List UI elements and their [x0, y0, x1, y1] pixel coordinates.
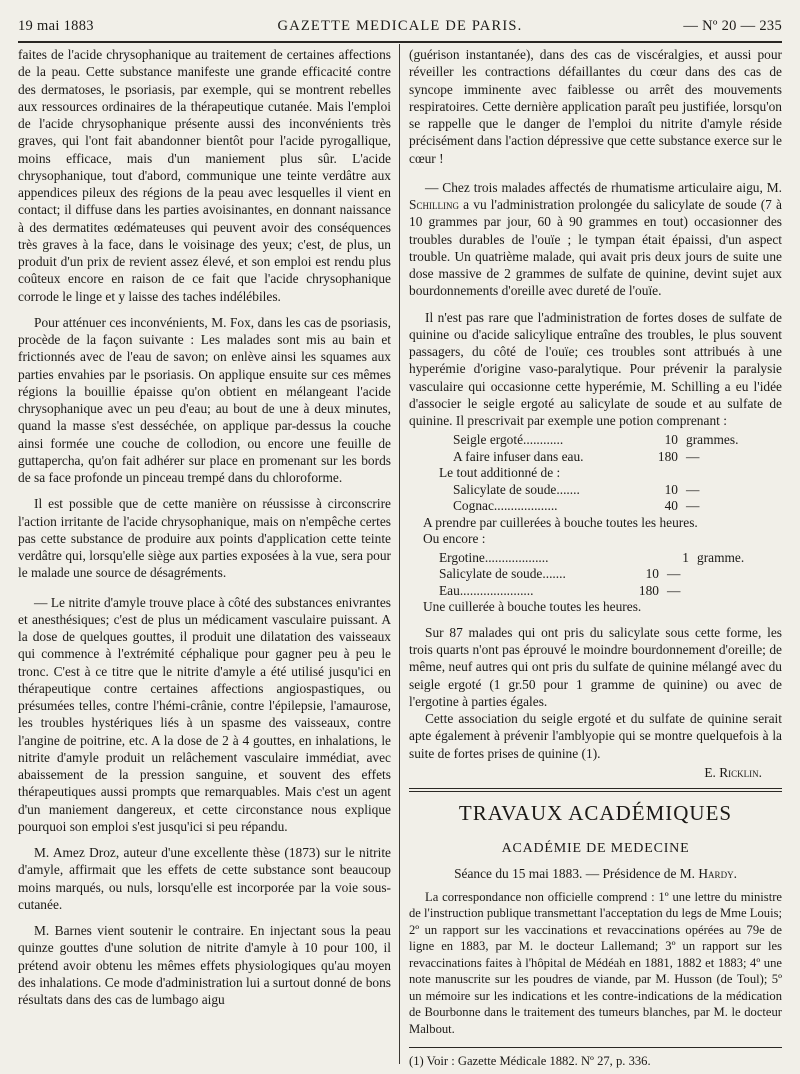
paragraph: M. Amez Droz, auteur d'une excellente thèse (1873) sur le nitrite d'amyle, affirmait que les effets de cette substance sont beaucoup moins marqués, ou nuls, lorsqu'elle est incorporée par la voie sous-cutanée. — [18, 845, 391, 912]
recipe-row: A faire infuser dans eau. 180 — — [453, 448, 700, 464]
paragraph: Il n'est pas rare que l'administration de fortes doses de sulfate de quinine ou d'acide salicylique entraîne des troubles, le plus souvent passagers, du côté de l'ouïe; ces troubles sont attribués à une hyperémie d'origine vaso-paralytique. Pour prévenir la paralysie vasculaire qui occasionne cette hyperémie, M. Schilling a eu l'idée d'associer le seigle ergoté au salicylate de soude et au sulfate de quinine. Il prescrivait par exemple une potion comprenant : — [409, 309, 782, 428]
section-rule — [409, 788, 782, 789]
paragraph: faites de l'acide chrysophanique au traitement de certaines affections de la peau. Cette substance manifeste une grande efficacité contre des dermatoses, le psoriasis, par exemple, qui se montrent rebelles aux ressources ordinaires de la thérapeutique cutanée. Mais l'emploi de l'acide chrysophanique présente aussi des inconvénients très graves, qui l'ont fait abandonner bientôt pour l'acide pyrogallique, moins efficace, mais d'un maniement plus sûr. L'acide chrysophanique, tout d'abord, communique une teinte verdâtre aux appendices pileux des régions de la peau avec lesquelles il vient en contact; il diffuse dans les parties avoisinantes, en donnant naissance à des dermatites œdémateuses qui peuvent avoir des conséquences très graves à la face, dans le voisinage des yeux; c'est, de plus, un produit d'un prix de revient assez élevé, et son emploi est rendu plus coûteux encore en raison de ce fait que l'acide chrysophanique corrode le linge et y laisse des taches indélébiles. — [18, 47, 391, 304]
author-name: Schilling — [409, 197, 459, 212]
recipe-row: Salicylate de soude....... 10 — — [439, 566, 681, 582]
paragraph: (guérison instantanée), dans des cas de viscéralgies, et aussi pour réveiller les contractions défaillantes du cœur dans des cas de syncope imminente avec faiblesse ou arrêt des mouvements respiratoires. Cette dernière application paraît peu justifiée, lorsqu'on se rappelle que le danger de l'emploi du nitrite d'amyle réside précisément dans l'action dépressive que cette substance exerce sur le cœur ! — [409, 47, 782, 166]
left-column — [18, 46, 391, 1008]
journal-title: GAZETTE MEDICALE DE PARIS. — [277, 17, 523, 34]
recipe-row: Cognac................... 40 — — [453, 498, 700, 514]
prescription-2 — [409, 549, 782, 615]
column-divider — [399, 44, 400, 1064]
session-line: Séance du 15 mai 1883. — Présidence de M. Hardy. — [454, 866, 737, 882]
page-number: — Nº 20 — 235 — [683, 17, 782, 34]
issue-date: 19 mai 1883 — [18, 17, 94, 34]
recipe-row: Eau...................... 180 — — [439, 582, 681, 598]
president-name: Hardy — [698, 866, 734, 882]
author-signature: E. Ricklin. — [704, 764, 762, 780]
paragraph: M. Barnes vient soutenir le contraire. En injectant sous la peau quinze gouttes d'une solution de nitrite d'amyle à 10 pour 100, il prétend avoir obtenu les mêmes effets physiologiques qu'au moyen des inhalations. Ce mode d'administration lui a surtout donné de bons résultats dans des cas de lumbago aigu — [18, 923, 391, 1007]
recipe-instruction: A prendre par cuillerées à bouche toutes les heures. — [423, 514, 698, 530]
recipe-row: Seigle ergoté............ 10 grammes. — [453, 432, 739, 448]
recipe-intro: Ou encore : — [423, 531, 486, 547]
recipe-row: Ergotine................... 1 gramme. — [439, 549, 745, 565]
page-header — [18, 12, 782, 40]
footnote: (1) Voir : Gazette Médicale 1882. Nº 27, p. 336. — [409, 1054, 651, 1068]
recipe-instruction: Une cuillerée à bouche toutes les heures. — [423, 599, 642, 615]
header-rule — [18, 41, 782, 43]
paragraph: — Chez trois malades affectés de rhumatisme articulaire aigu, M. Schilling a vu l'administration prolongée du salicylate de soude (7 à 10 grammes par jour, 60 à 90 grammes en tout) occasionner des troubles durables de l'ouïe ; le tympan était épaissi, d'un aspect trouble. Un quatrième malade, qui avait pris deux jours de suite une dose massive de 2 grammes de sulfate de quinine, devint sujet aux bourdonnements d'oreille avec dureté de l'ouïe. — [409, 179, 782, 299]
paragraph: La correspondance non officielle comprend : 1º une lettre du ministre de l'instruction publique transmettant l'acceptation du legs de Mme Louis; 2º un rapport sur les vaccinations et revaccinations opérées au 79e de ligne en 1883, par M. le docteur Lallemand; 3º un rapport sur les revaccinations faites à l'hôpital de Médéah en 1881, 1882 et 1883; 4º une note manuscrite sur les poudres de viande, par M. Husson (de Toul); 5º un mémoire sur les indications et les contre-indications de la médication de Bourbonne dans le traitement des tumeurs blanches, par M. le docteur Malbout. — [409, 889, 782, 1036]
paragraph: — Le nitrite d'amyle trouve place à côté des substances enivrantes et anesthésiques; c'est de plus un médicament vasculaire puissant. A la dose de quelques gouttes, il produit une dilatation des vaisseaux qui commence à l'extrémité céphalique pour gagner peu à peu le tronc. C'est à ce titre que le nitrite d'amyle a été utilisé jusqu'ici en thérapeutique contre certaines affections angiospastiques, ou présumées telles, contre l'hémi-crânie, contre l'épilepsie, l'amaurose, les troubles hystériques liés à un spasme des vaisseaux, contre l'angine de poitrine, etc. A la dose de 2 à 4 gouttes, en inhalations, le nitrite d'amyle produit un relâchement vasculaire immédiat, avec abaissement de la pression sanguine, et souvent des effets thérapeutiques aussi prompts que remarquables. Mais c'est un agent d'un maniement dangereux, et cette circonstance nous explique pourquoi son emploi s'est jusqu'ici si peu répandu. — [18, 594, 391, 834]
paragraph: Il est possible que de cette manière on réussisse à circonscrire l'action irritante de l'acide chrysophanique, mais on n'empêche certes pas cette substance de produire aux points d'application cette teinte verdâtre qui, lorsqu'elle siège aux parties exposées à la vue, sera pour le malade une source de désagréments. — [18, 496, 391, 581]
prescription-1 — [409, 431, 782, 547]
recipe-row: Salicylate de soude....... 10 — — [453, 481, 700, 497]
paragraph: Cette association du seigle ergoté et du sulfate de quinine serait apte également à prévenir l'amblyopie qui se montre quelquefois à la suite de fortes prises de quinine (1). — [409, 711, 782, 761]
right-column — [409, 46, 782, 1070]
paragraph: Pour atténuer ces inconvénients, M. Fox, dans les cas de psoriasis, procède de la façon suivante : Les malades sont mis au bain et frictionnés avec de l'eau de savon; on enlève ainsi les squames aux parties envahies par le psoriasis. On applique ensuite sur ces mêmes régions la bouillie épaisse qu'on obtient en mélangeant l'acide chrysophanique avec un peu d'eau; au bout de une à deux minutes, quand la masse s'est desséchée, on applique par-dessus la couche ainsi formée une couche de collodion, ou encore une feuille de guttapercha, qu'on fait adhérer sur place en promenant sur les bords de sa face profonde un pinceau trempé dans du chloroforme. — [18, 314, 391, 485]
footnote-rule — [409, 1047, 782, 1048]
recipe-note: Le tout additionné de : — [439, 465, 561, 481]
section-title: TRAVAUX ACADÉMIQUES — [458, 801, 733, 825]
paragraph: Sur 87 malades qui ont pris du salicylate sous cette forme, les trois quarts n'ont pas éprouvé le moindre bourdonnement d'oreille; de même, neuf autres qui ont pris du sulfate de quinine mélangé avec du seigle ergoté (1 gr.50 pour 1 gramme de quinine) ou avec de l'ergotine à parties égales. — [409, 624, 782, 709]
academy-heading: ACADÉMIE DE MEDECINE — [501, 841, 690, 856]
section-rule — [409, 791, 782, 792]
